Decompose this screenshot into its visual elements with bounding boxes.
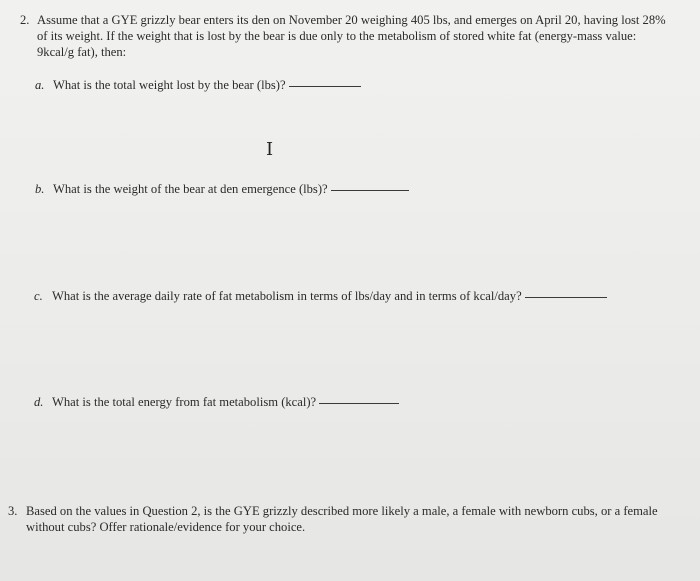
answer-blank-2c[interactable] [525, 297, 607, 298]
question-2c [34, 288, 607, 304]
question-2d [34, 394, 399, 410]
question-3-prompt: Based on the values in Question 2, is the GYE grizzly described more likely a male, a female with newborn cubs, or a female without cubs? Offer rationale/evidence for your choice. [26, 504, 658, 534]
question-2b-letter: b. [35, 182, 45, 196]
question-2-number: 2. [20, 13, 30, 27]
question-2d-letter: d. [34, 395, 44, 409]
question-2d-text: What is the total energy from fat metabolism (kcal)? [52, 395, 317, 409]
question-3 [8, 503, 688, 535]
question-2-prompt: Assume that a GYE grizzly bear enters its den on November 20 weighing 405 lbs, and emerges on April 20, having lost 28% of its weight. If the weight that is lost by the bear is due only to the metabolism of stored white fat (energy-mass value: 9kcal/g fat), then: [37, 13, 666, 59]
question-2b [35, 181, 409, 197]
text-cursor-icon: I [266, 139, 274, 160]
question-2a [35, 77, 361, 93]
question-2a-letter: a. [35, 78, 45, 92]
question-2b-text: What is the weight of the bear at den emergence (lbs)? [53, 182, 328, 196]
answer-blank-2a[interactable] [289, 86, 361, 87]
answer-blank-2b[interactable] [331, 190, 409, 191]
question-2c-text: What is the average daily rate of fat metabolism in terms of lbs/day and in terms of kcal/day? [52, 289, 522, 303]
question-3-number: 3. [8, 504, 18, 518]
question-2c-letter: c. [34, 289, 43, 303]
question-2 [20, 12, 670, 60]
question-2a-text: What is the total weight lost by the bear (lbs)? [53, 78, 286, 92]
answer-blank-2d[interactable] [319, 403, 399, 404]
